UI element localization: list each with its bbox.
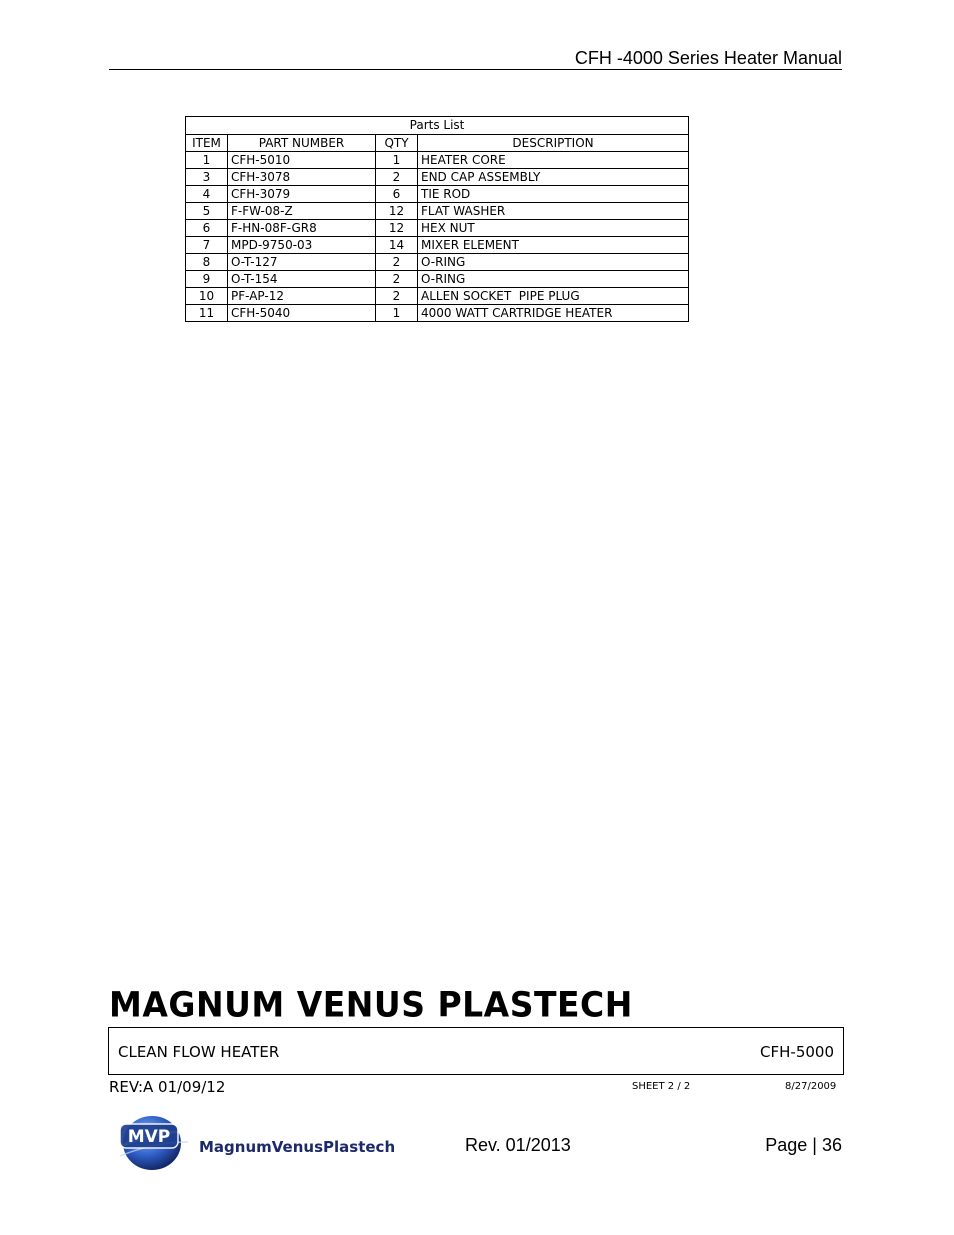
cell-part-number: CFH-3078 xyxy=(228,169,376,186)
cell-qty: 1 xyxy=(376,152,418,169)
cell-description: TIE ROD xyxy=(418,186,689,203)
cell-item: 4 xyxy=(186,186,228,203)
cell-item: 10 xyxy=(186,288,228,305)
cell-qty: 2 xyxy=(376,169,418,186)
cell-part-number: F-HN-08F-GR8 xyxy=(228,220,376,237)
cell-description: HEATER CORE xyxy=(418,152,689,169)
cell-part-number: CFH-5040 xyxy=(228,305,376,322)
cell-description: O-RING xyxy=(418,254,689,271)
table-row xyxy=(186,305,689,322)
company-name: MAGNUM VENUS PLASTECH xyxy=(109,984,633,1025)
drawing-number: CFH-5000 xyxy=(760,1043,834,1061)
cell-part-number: MPD-9750-03 xyxy=(228,237,376,254)
mvp-logo-globe-icon xyxy=(114,1112,404,1174)
cell-description: O-RING xyxy=(418,271,689,288)
cell-qty: 2 xyxy=(376,254,418,271)
drawing-title: CLEAN FLOW HEATER xyxy=(118,1043,280,1061)
footer-revision: Rev. 01/2013 xyxy=(465,1135,571,1155)
table-row xyxy=(186,237,689,254)
table-row xyxy=(186,254,689,271)
table-row xyxy=(186,288,689,305)
cell-item: 7 xyxy=(186,237,228,254)
cell-qty: 1 xyxy=(376,305,418,322)
table-row xyxy=(186,220,689,237)
cell-description: FLAT WASHER xyxy=(418,203,689,220)
revision-label: REV:A 01/09/12 xyxy=(109,1078,226,1096)
logo-mark-text: MVP xyxy=(127,1127,171,1147)
title-block-box xyxy=(108,1027,844,1075)
column-header-item: ITEM xyxy=(186,135,228,152)
cell-item: 8 xyxy=(186,254,228,271)
parts-list-caption-row xyxy=(186,117,689,135)
drawing-date: 8/27/2009 xyxy=(785,1081,837,1092)
cell-description: HEX NUT xyxy=(418,220,689,237)
table-row xyxy=(186,271,689,288)
cell-part-number: CFH-3079 xyxy=(228,186,376,203)
parts-list-body xyxy=(186,152,689,322)
column-header-part-number: PART NUMBER xyxy=(228,135,376,152)
cell-qty: 2 xyxy=(376,271,418,288)
cell-part-number: F-FW-08-Z xyxy=(228,203,376,220)
column-header-description: DESCRIPTION xyxy=(418,135,689,152)
cell-description: ALLEN SOCKET PIPE PLUG xyxy=(418,288,689,305)
cell-part-number: O-T-154 xyxy=(228,271,376,288)
cell-description: MIXER ELEMENT xyxy=(418,237,689,254)
cell-item: 9 xyxy=(186,271,228,288)
cell-qty: 14 xyxy=(376,237,418,254)
header-rule xyxy=(109,69,842,70)
table-row xyxy=(186,203,689,220)
sheet-number: SHEET 2 / 2 xyxy=(632,1081,691,1092)
cell-description: END CAP ASSEMBLY xyxy=(418,169,689,186)
column-header-qty: QTY xyxy=(376,135,418,152)
cell-part-number: PF-AP-12 xyxy=(228,288,376,305)
cell-qty: 12 xyxy=(376,203,418,220)
cell-part-number: O-T-127 xyxy=(228,254,376,271)
cell-item: 11 xyxy=(186,305,228,322)
cell-description: 4000 WATT CARTRIDGE HEATER xyxy=(418,305,689,322)
logo-wordmark-text: MagnumVenusPlastech xyxy=(199,1138,396,1156)
cell-item: 5 xyxy=(186,203,228,220)
cell-qty: 12 xyxy=(376,220,418,237)
mvp-logo xyxy=(114,1112,404,1174)
cell-item: 3 xyxy=(186,169,228,186)
cell-part-number: CFH-5010 xyxy=(228,152,376,169)
cell-qty: 2 xyxy=(376,288,418,305)
manual-title: CFH -4000 Series Heater Manual xyxy=(574,48,842,68)
table-row xyxy=(186,152,689,169)
cell-item: 6 xyxy=(186,220,228,237)
parts-list-header-row xyxy=(186,135,689,152)
footer-page-number: Page | 36 xyxy=(765,1135,842,1155)
cell-item: 1 xyxy=(186,152,228,169)
cell-qty: 6 xyxy=(376,186,418,203)
parts-list-caption: Parts List xyxy=(186,117,689,135)
table-row xyxy=(186,186,689,203)
table-row xyxy=(186,169,689,186)
parts-list-table xyxy=(185,116,689,322)
